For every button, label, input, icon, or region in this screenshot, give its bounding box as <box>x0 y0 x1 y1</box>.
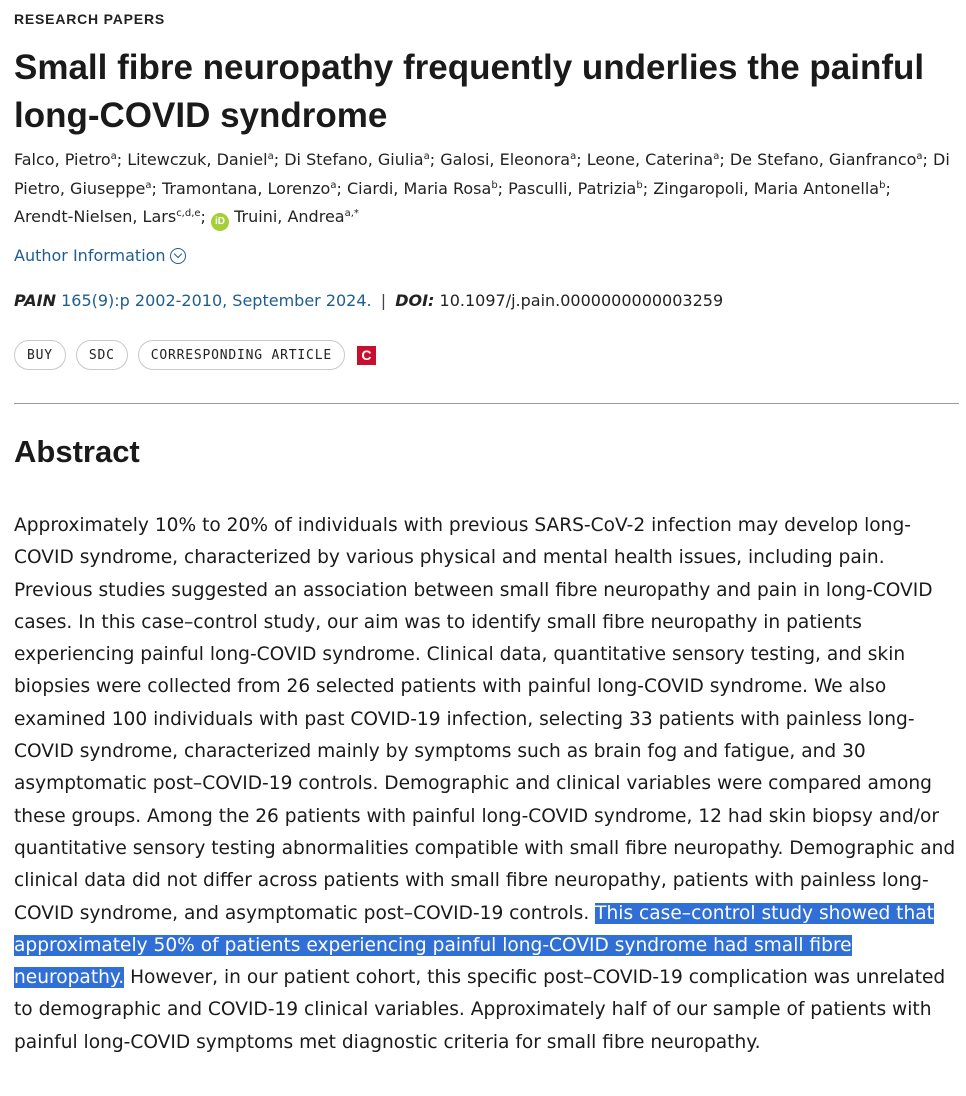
doi-value: 10.1097/j.pain.0000000000003259 <box>439 291 724 310</box>
author-name[interactable]: Di Stefano, Giulia <box>284 150 424 169</box>
crossmark-icon[interactable]: C <box>357 346 376 365</box>
author-affiliation: a <box>267 151 274 162</box>
abstract-text-part: However, in our patient cohort, this specific post–COVID-19 complication was unrelated to demographic and COVID-19 clinical variables. Approximately half of our sample of patients with painful long-COVID symptoms met diagnostic criteria for small fibre neuropathy. <box>14 967 946 1053</box>
author-affiliation: a <box>570 151 577 162</box>
section-label: RESEARCH PAPERS <box>14 11 165 27</box>
author-affiliation: b <box>879 179 886 191</box>
issue-link[interactable]: 165(9):p 2002-2010, September 2024. <box>61 291 372 310</box>
buy-button[interactable]: BUY <box>14 340 66 370</box>
selected-text-highlight: This case–control study showed that approximately 50% of patients experiencing painful long-COVID syndrome had small fibre neuropathy. <box>14 902 934 989</box>
author-affiliation: a,* <box>344 208 359 219</box>
sdc-button[interactable]: SDC <box>76 340 128 370</box>
author-name[interactable]: Leone, Caterina <box>586 150 714 169</box>
author-name[interactable]: Litewczuk, Daniel <box>127 150 268 169</box>
abstract-text <box>14 510 962 1059</box>
author-affiliation: a <box>110 151 117 162</box>
author-name[interactable]: Galosi, Eleonora <box>440 150 571 169</box>
author-name[interactable]: Falco, Pietro <box>14 150 111 169</box>
author-affiliation: a <box>145 179 152 191</box>
author-name[interactable]: Zingaropoli, Maria Antonella <box>653 178 880 198</box>
author-affiliation: c,d,e <box>176 208 201 219</box>
article-title: Small fibre neuropathy frequently underlies the painful long-COVID syndrome <box>14 48 925 135</box>
author-name[interactable]: Arendt-Nielsen, Lars <box>14 207 177 226</box>
author-name[interactable]: Truini, Andrea <box>234 207 345 226</box>
author-name[interactable]: Tramontana, Lorenzo <box>162 178 331 198</box>
orcid-icon[interactable]: iD <box>211 213 229 231</box>
author-name[interactable]: Ciardi, Maria Rosa <box>346 178 492 198</box>
author-affiliation: a <box>423 151 430 162</box>
abstract-heading: Abstract <box>14 434 140 469</box>
citation-line <box>14 291 723 310</box>
author-information-label[interactable]: Author Information <box>14 246 166 265</box>
chevron-down-icon[interactable] <box>170 248 186 264</box>
author-affiliation: a <box>713 151 720 162</box>
author-name[interactable]: De Stefano, Gianfranco <box>729 150 917 169</box>
author-name[interactable]: Di Pietro, Giuseppe <box>14 150 950 198</box>
journal-name: PAIN <box>14 291 56 310</box>
author-affiliation: b <box>636 179 643 191</box>
abstract-text-part: Approximately 10% to 20% of individuals with previous SARS-CoV-2 infection may develop long-COVID syndrome, characterized by various physical and mental health issues, including pain. Previous studies suggested an association between small fibre neuropathy and pain in long-COVID cases. In this case–control study, our aim was to identify small fibre neuropathy in patients experiencing painful long-COVID syndrome. Clinical data, quantitative sensory testing, and skin biopsies were collected from 26 selected patients with painful long-COVID syndrome. We also examined 100 individuals with past COVID-19 infection, selecting 33 patients with painless long-COVID syndrome, characterized mainly by symptoms such as brain fog and fatigue, and 30 asymptomatic post–COVID-19 controls. Demographic and clinical variables were compared among these groups. Among the 26 patients with painful long-COVID syndrome, 12 had skin biopsy and/or quantitative sensory testing abnormalities compatible with small fibre neuropathy. Demographic and clinical data did not differ across patients with small fibre neuropathy, patients with painless long-COVID syndrome, and asymptomatic post–COVID-19 controls. <box>14 515 956 924</box>
citation-separator: | <box>380 291 387 310</box>
doi-label: DOI: <box>395 291 435 310</box>
corresponding-article-button[interactable]: CORRESPONDING ARTICLE <box>138 340 345 370</box>
author-affiliation: a <box>330 179 337 191</box>
divider <box>14 403 959 404</box>
article-actions <box>14 340 376 370</box>
author-information-toggle[interactable] <box>14 246 186 265</box>
author-list: Falco, Pietro$^a$; Litewczuk, Daniel$^a$; Di Stefano, Giulia$^a$; Galosi, Eleonora$^a$; Leone, Caterina$^a$; De Stefano, Gianfranco$^a$; Di Pietro, Giuseppe$^a$; Tramontana, Lorenzo$^a$; Ciardi, Maria Rosa$^b$; Pasculli, Patrizia$^b$; Zingaropoli, Maria Antonella$^b$; Arendt-Nielsen, Lars$^{c,d,e}$; iD Truini, Andrea$^{a,*}$ <box>14 146 954 232</box>
author-affiliation: a <box>916 151 923 162</box>
author-affiliation: b <box>491 179 498 191</box>
author-name[interactable]: Pasculli, Patrizia <box>508 178 637 198</box>
